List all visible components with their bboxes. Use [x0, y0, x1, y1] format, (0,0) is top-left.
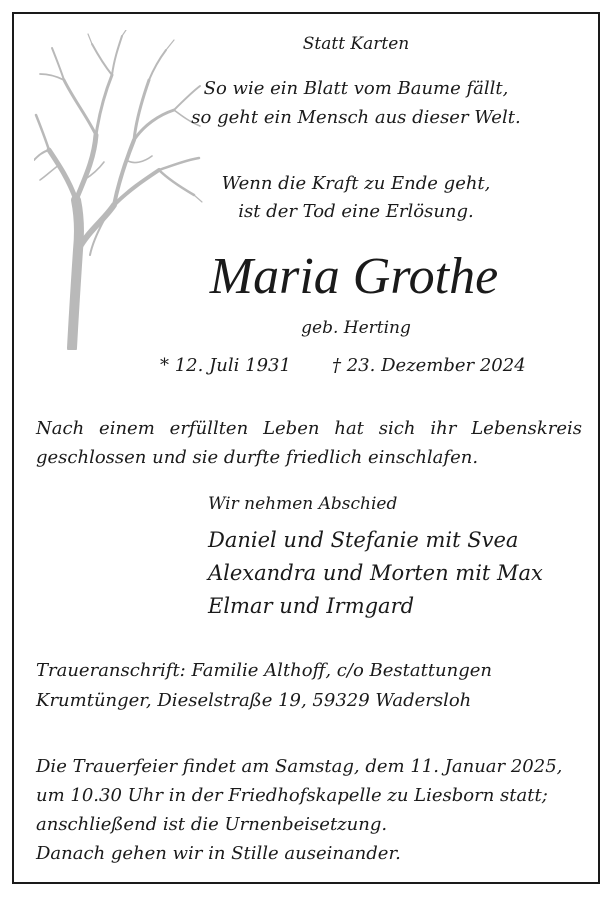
message-line-2: geschlossen und sie durfte friedlich einschlafen.	[36, 447, 479, 468]
address-line-2: Krumtünger, Dieselstraße 19, 59329 Wadersloh	[36, 690, 472, 711]
verse-line-3: Wenn die Kraft zu Ende geht,	[221, 173, 491, 194]
message-line-1: Nach einem erfüllten Leben hat sich ihr Lebenskreis	[36, 418, 582, 439]
verse-line-4: ist der Tod eine Erlösung.	[238, 201, 474, 222]
mourner-line-2: Alexandra und Morten mit Max	[208, 561, 543, 585]
birth-date: * 12. Juli 1931	[160, 355, 291, 376]
verse-line-2: so geht ein Mensch aus dieser Welt.	[191, 107, 521, 128]
death-date: † 23. Dezember 2024	[332, 355, 526, 376]
verse-line-1: So wie ein Blatt vom Baume fällt,	[203, 78, 509, 99]
birth-name: geb. Herting	[301, 318, 411, 338]
farewell-text: Wir nehmen Abschied	[208, 494, 398, 514]
address-line-1: Traueranschrift: Familie Althoff, c/o Bestattungen	[36, 660, 493, 681]
ceremony-line-2: um 10.30 Uhr in der Friedhofskapelle zu Liesborn statt;	[36, 785, 548, 806]
header-text: Statt Karten	[302, 34, 410, 54]
ceremony-line-1: Die Trauerfeier findet am Samstag, dem 11. Januar 2025,	[36, 756, 563, 777]
ceremony-line-3: anschließend ist die Urnenbeisetzung.	[36, 814, 388, 835]
deceased-name: Maria Grothe	[209, 248, 499, 305]
ceremony-line-4: Danach gehen wir in Stille auseinander.	[36, 843, 401, 864]
obituary-card	[12, 12, 600, 884]
mourner-line-3: Elmar und Irmgard	[208, 594, 415, 618]
mourner-line-1: Daniel und Stefanie mit Svea	[208, 528, 519, 552]
